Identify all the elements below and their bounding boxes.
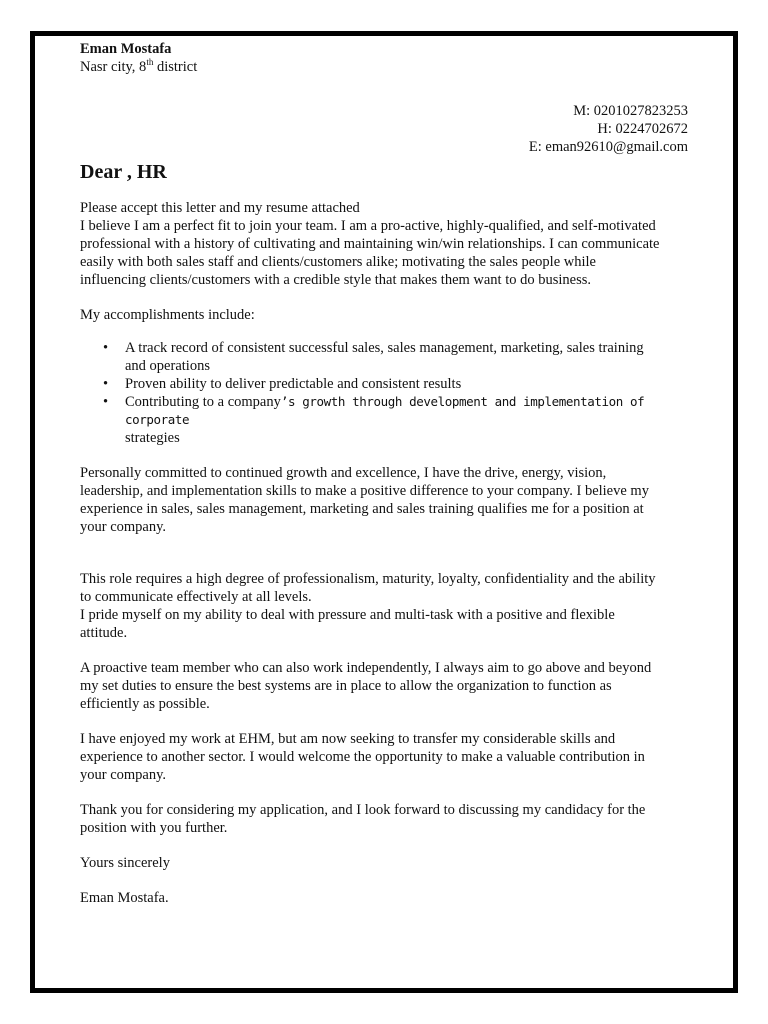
- role-line: This role requires a high degree of professionalism, maturity, loyalty, confidentiality and the ability: [80, 571, 656, 587]
- list-item: [103, 375, 688, 393]
- thanks-line: Thank you for considering my application, and I look forward to discussing my candidacy for the: [80, 802, 646, 818]
- contact-email: E: eman92610@gmail.com: [528, 139, 688, 155]
- accomplishments-list: [80, 339, 688, 447]
- role-line: to communicate effectively at all levels.: [80, 589, 312, 605]
- transfer-paragraph: [80, 730, 688, 784]
- thanks-paragraph: [80, 801, 688, 837]
- commitment-line: experience in sales, sales management, marketing and sales training qualifies me for a position at: [80, 501, 644, 517]
- address-sup: th: [146, 57, 154, 68]
- intro-paragraph: [80, 199, 688, 289]
- list-item-text: A track record of consistent successful sales, sales management, marketing, sales training: [125, 340, 644, 356]
- intro-line: I believe I am a perfect fit to join your team. I am a pro-active, highly-qualified, and self-motivated: [80, 218, 656, 234]
- transfer-line: I have enjoyed my work at EHM, but am now seeking to transfer my considerable skills and: [80, 731, 616, 747]
- sender-name: Eman Mostafa: [80, 41, 172, 57]
- thanks-line: position with you further.: [80, 820, 228, 836]
- transfer-line: your company.: [80, 767, 167, 783]
- salutation: Dear , HR: [80, 161, 167, 183]
- contact-home: H: 0224702672: [597, 121, 688, 137]
- list-item-text: strategies: [125, 430, 180, 446]
- bullet-icon: •: [103, 340, 109, 356]
- proactive-line: my set duties to ensure the best systems are in place to allow the organization to function as: [80, 678, 612, 694]
- sender-address: [80, 58, 688, 76]
- role-paragraph: [80, 570, 688, 642]
- intro-line: professional with a history of cultivating and maintaining win/win relationships. I can communicate: [80, 236, 660, 252]
- address-suffix: district: [153, 59, 198, 75]
- letter-body: [80, 40, 688, 907]
- list-item: [103, 339, 688, 375]
- proactive-paragraph: [80, 659, 688, 713]
- proactive-line: efficiently as possible.: [80, 696, 210, 712]
- signature-text: Eman Mostafa.: [80, 890, 169, 906]
- bullet-icon: •: [103, 394, 109, 410]
- contact-block: [80, 102, 688, 156]
- commitment-paragraph: [80, 464, 688, 536]
- list-item-text: and operations: [125, 358, 210, 374]
- commitment-line: leadership, and implementation skills to make a positive difference to your company. I believe my: [80, 483, 649, 499]
- list-item-text-part: ’s growth through development and implementation of corporate: [125, 394, 645, 427]
- intro-line: easily with both sales staff and clients/customers alike; motivating the sales people while: [80, 254, 596, 270]
- list-item-text: Proven ability to deliver predictable and consistent results: [125, 376, 462, 392]
- role-line: attitude.: [80, 625, 128, 641]
- commitment-line: Personally committed to continued growth and excellence, I have the drive, energy, vision,: [80, 465, 607, 481]
- list-item-text-part: Contributing to a company: [125, 394, 281, 410]
- accomplishments-heading: My accomplishments include:: [80, 307, 255, 323]
- bullet-icon: •: [103, 376, 109, 392]
- intro-line: influencing clients/customers with a credible style that makes them want to do business.: [80, 272, 592, 288]
- contact-mobile: M: 0201027823253: [573, 103, 688, 119]
- intro-line: Please accept this letter and my resume attached: [80, 200, 360, 216]
- list-item: [103, 393, 688, 447]
- commitment-line: your company.: [80, 519, 167, 535]
- closing-text: Yours sincerely: [80, 855, 170, 871]
- transfer-line: experience to another sector. I would welcome the opportunity to make a valuable contribution in: [80, 749, 645, 765]
- list-item-text: [125, 393, 688, 429]
- address-prefix: Nasr city, 8: [80, 59, 147, 75]
- proactive-line: A proactive team member who can also work independently, I always aim to go above and beyond: [80, 660, 652, 676]
- role-line: I pride myself on my ability to deal with pressure and multi-task with a positive and flexible: [80, 607, 615, 623]
